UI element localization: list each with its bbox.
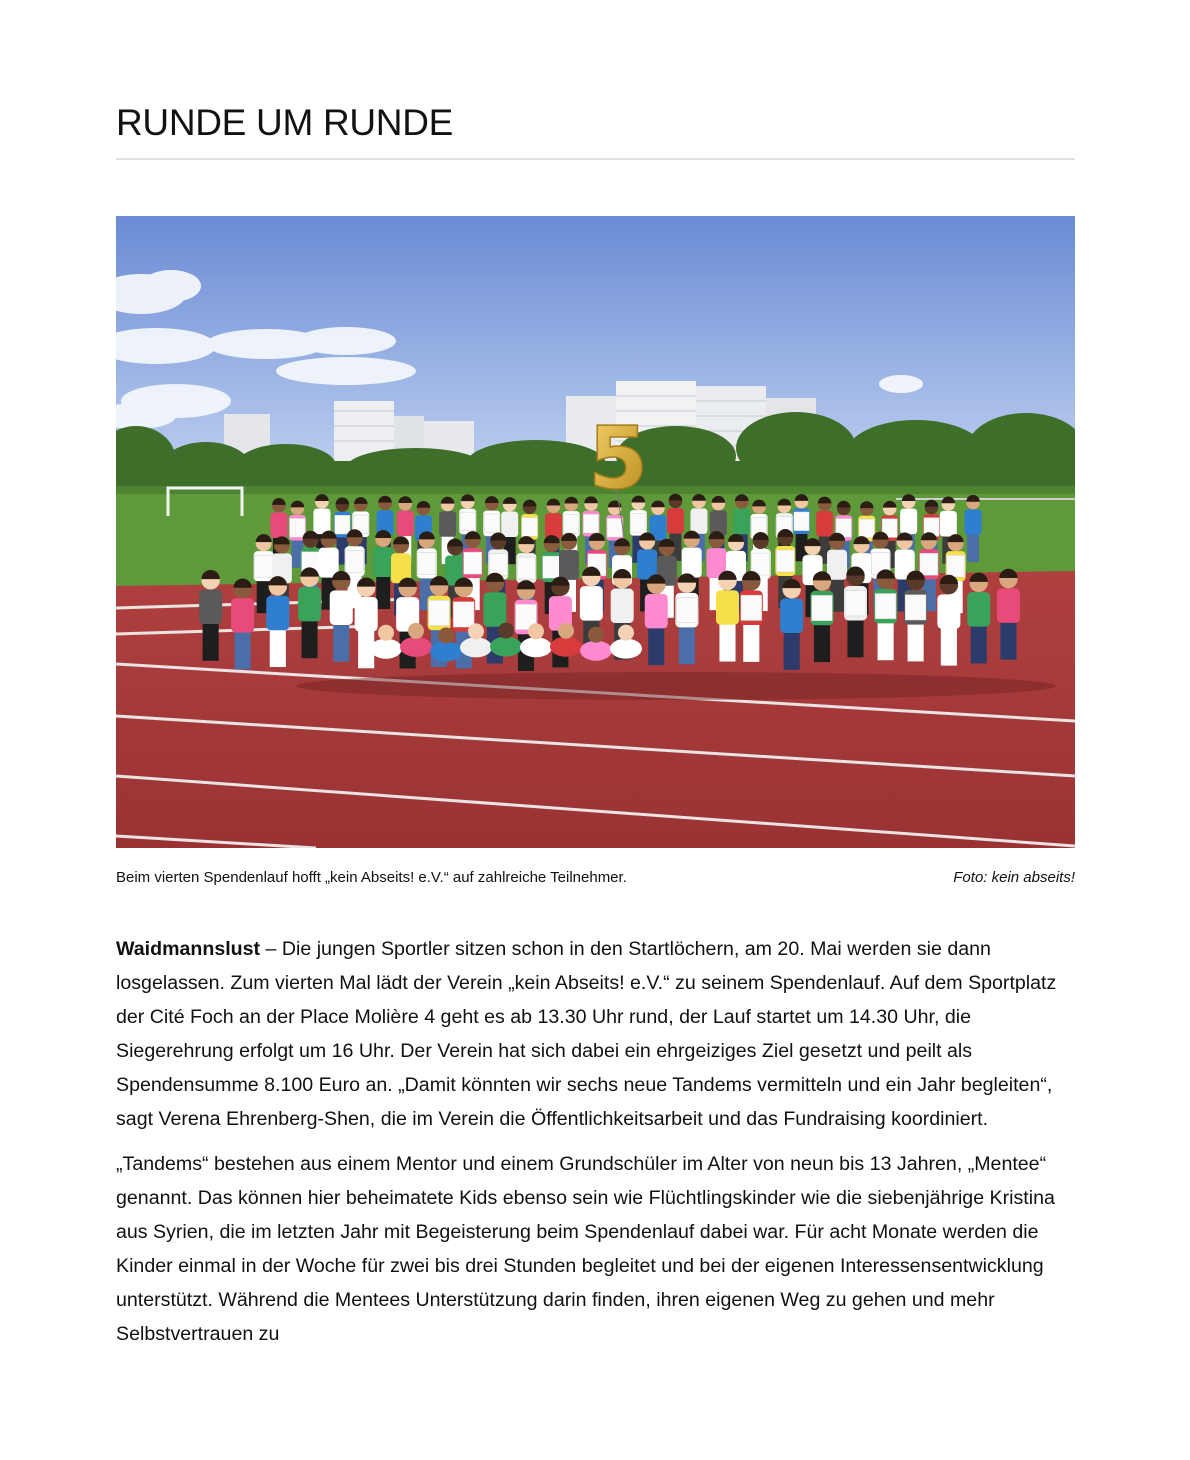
person: [716, 571, 739, 662]
person: [298, 567, 321, 658]
person: [675, 573, 698, 664]
person: [740, 571, 763, 662]
seated-child: [460, 637, 492, 657]
seated-child: [430, 641, 462, 661]
seated-child-head: [558, 623, 574, 639]
seated-child: [610, 639, 642, 659]
paragraph: „Tandems“ bestehen aus einem Mentor und einem Grundschüler im Alter von neun bis 13 Jahren, „Mentee“ genannt. Das können hier beheimatete Kids ebenso sein wie Flüchtlingskinder wie die siebenjährige Kristina aus Syrien, die im letzten Jahr mit Begeisterung beim Spendenlauf dabei war. Für acht Monate werden die Kinder einmal in der Woche für zwei bis drei Stunden begleitet und bei der eigenen Interessensentwicklung unterstützt. Während die Mentees Unterstützung darin finden, ihren eigenen Weg zu gehen und mehr Selbstvertrauen zu: [116, 1153, 1055, 1345]
photo-caption: [116, 867, 1075, 889]
article-photo: [116, 216, 1075, 848]
title-divider: [116, 158, 1075, 160]
seated-child-head: [378, 625, 394, 641]
seated-child: [400, 637, 432, 657]
seated-child-head: [588, 627, 604, 643]
person: [937, 575, 960, 666]
article-title: RUNDE UM RUNDE: [116, 102, 454, 143]
seated-child: [550, 637, 582, 657]
person: [965, 495, 982, 562]
person: [844, 566, 867, 657]
seated-child-head: [618, 625, 634, 641]
paragraph-text: – Die jungen Sportler sitzen schon in den Startlöchern, am 20. Mai werden sie dann losgelassen. Zum vierten Mal lädt der Verein „kein Abseits! e.V.“ zu seinem Spendenlauf. Auf dem Sportplatz der Cité Foch an der Place Molière 4 geht es ab 13.30 Uhr rund, der Lauf startet um 14.30 Uhr, die Siegerehrung erfolgt um 16 Uhr. Der Verein hat sich dabei ein ehrgeiziges Ziel gesetzt und peilt als Spendensumme 8.100 Euro an. „Damit könnten wir sechs neue Tandems vermitteln und ein Jahr begleiten“, sagt Verena Ehrenberg-Shen, die im Verein die Öffentlichkeitsarbeit und das Fundraising koordiniert.: [116, 938, 1057, 1130]
photo-illustration: [116, 216, 1075, 848]
photo-credit: Foto: kein abseits!: [953, 869, 1075, 886]
seated-child: [580, 641, 612, 661]
person: [780, 579, 803, 670]
person: [373, 530, 393, 609]
seated-child-head: [438, 627, 454, 643]
caption-text: Beim vierten Spendenlauf hofft „kein Abseits! e.V.“ auf zahlreiche Teilnehmer.: [116, 869, 627, 886]
seated-child: [370, 639, 402, 659]
seated-child: [520, 637, 552, 657]
seated-child: [490, 637, 522, 657]
person: [266, 576, 289, 667]
person: [967, 573, 990, 664]
crowd-shadow: [296, 672, 1056, 700]
seated-child-head: [468, 623, 484, 639]
seated-child-head: [408, 623, 424, 639]
dateline: Waidmannslust: [116, 938, 261, 960]
balloon-digit: 5: [588, 409, 648, 509]
person: [645, 574, 668, 665]
paragraph: [116, 932, 1078, 1136]
person: [997, 569, 1020, 660]
person: [874, 569, 897, 660]
seated-child-head: [528, 623, 544, 639]
article-body: [116, 932, 1078, 1362]
seated-child-head: [498, 623, 514, 639]
